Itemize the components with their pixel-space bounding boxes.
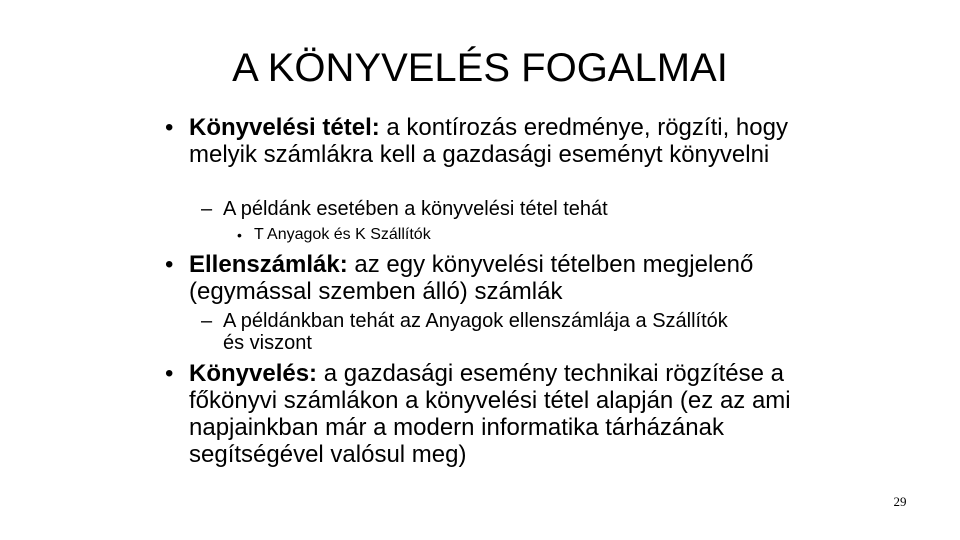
item-text: a kontírozás eredménye, rögzíti, hogy melyik számlákra kell a gazdasági eseményt könyvelni: [189, 114, 788, 168]
bullet-icon: •: [237, 227, 242, 243]
bullet-item-konyvelesi-tetel: [165, 114, 829, 168]
bullet-icon: •: [165, 251, 174, 278]
item-text: a gazdasági esemény technikai rögzítése a főkönyvi számlákon a könyvelési tétel alapján (ez az ami napjainkban már a modern informatika tárházának segítségével valósul meg): [189, 360, 791, 468]
bullet-item-konyveles: [165, 360, 799, 468]
term-ellenszamlak: Ellenszámlák:: [189, 251, 348, 278]
item-text: A példánkban tehát az Anyagok ellenszámlája a Szállítók és viszont: [223, 310, 728, 354]
sub-item-pelda-tetel: [201, 198, 783, 220]
bullet-item-ellenszamlak: [165, 251, 789, 305]
slide-title: A KÖNYVELÉS FOGALMAI: [232, 46, 728, 90]
dash-icon: –: [201, 310, 213, 332]
item-text: T Anyagok és K Szállítók: [254, 226, 431, 243]
sub-item-pelda-ellenszamla: [201, 310, 753, 354]
sub-sub-item-t-k: [237, 226, 754, 244]
item-text: az egy könyvelési tételben megjelenő (egymással szemben álló) számlák: [189, 251, 754, 305]
term-konyvelesi-tetel: Könyvelési tétel:: [189, 114, 380, 141]
page-number: 29: [893, 494, 907, 509]
bullet-icon: •: [165, 360, 174, 387]
term-konyveles: Könyvelés:: [189, 360, 318, 387]
dash-icon: –: [201, 198, 213, 220]
bullet-icon: •: [165, 114, 174, 141]
item-text: A példánk esetében a könyvelési tétel tehát: [223, 198, 608, 220]
